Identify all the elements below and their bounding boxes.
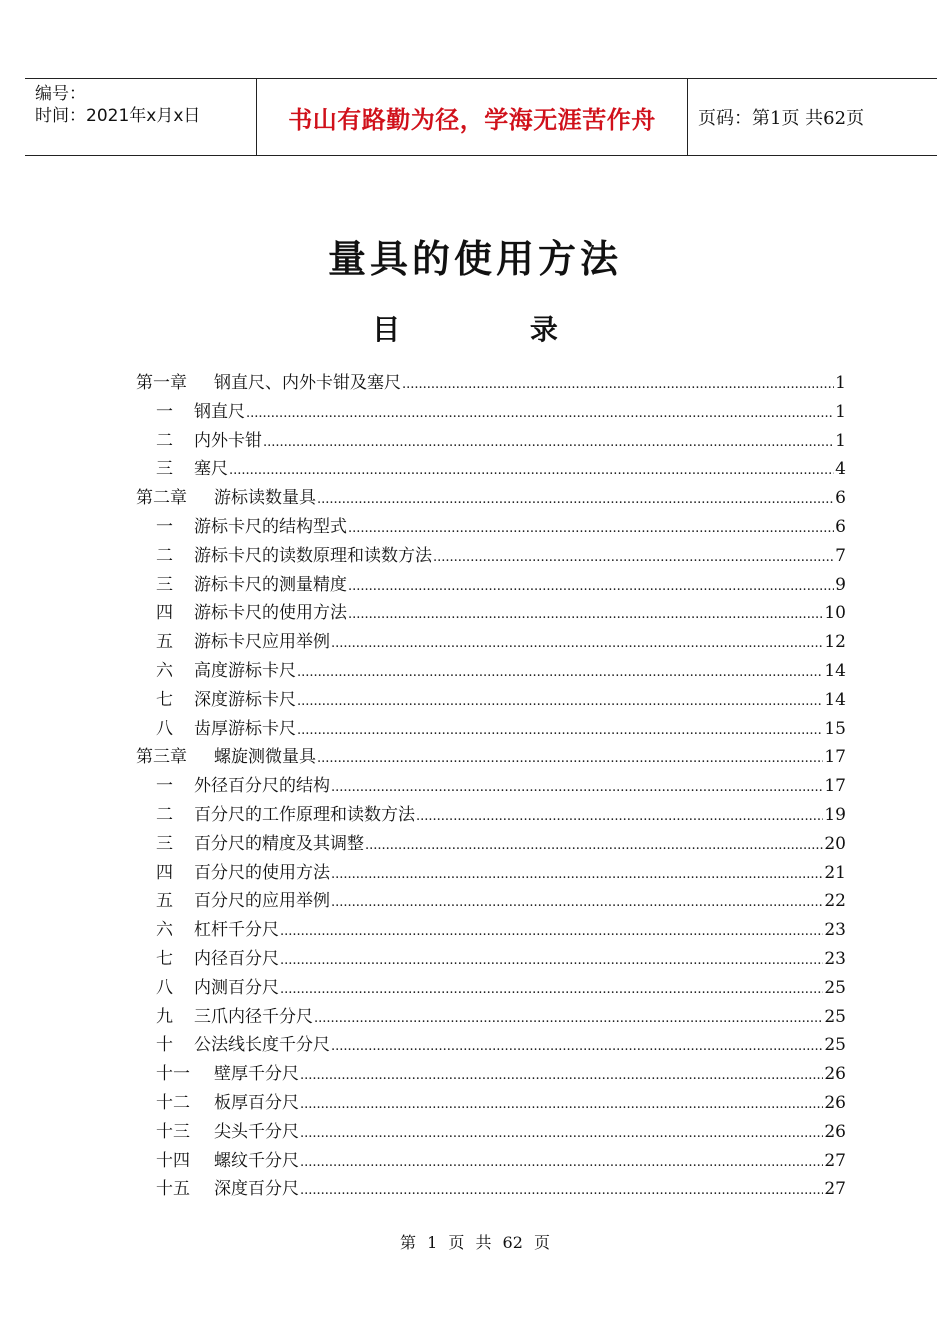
toc-entry[interactable] — [136, 801, 846, 830]
toc-entry-page: 22 — [824, 891, 846, 912]
toc-entry[interactable] — [136, 916, 846, 945]
toc-entry-number: 三 — [156, 833, 173, 854]
toc-entry-number: 五 — [156, 891, 173, 912]
toc-entry-number: 三 — [156, 574, 173, 595]
toc-entry[interactable] — [136, 830, 846, 859]
toc-entry[interactable] — [136, 772, 846, 801]
toc-entry-label: 百分尺的工作原理和读数方法 — [194, 804, 415, 825]
header-meta — [25, 79, 257, 155]
toc-entry-label: 公法线长度千分尺 — [194, 1035, 330, 1056]
toc-entry[interactable] — [136, 369, 846, 398]
toc-entry-number: 第三章 — [136, 747, 187, 768]
toc-leader-dots — [317, 484, 834, 515]
toc-leader-dots — [263, 427, 834, 458]
toc-entry-label: 游标读数量具 — [214, 488, 316, 509]
toc-leader-dots — [331, 859, 823, 890]
toc-entry-page: 1 — [835, 373, 846, 393]
toc-leader-dots — [331, 772, 823, 803]
toc-entry-label: 外径百分尺的结构 — [194, 776, 330, 797]
toc-entry-page: 14 — [824, 660, 846, 681]
motto-text: 书山有路勤为径，学海无涯苦作舟 — [288, 105, 656, 134]
toc-entry-page: 1 — [835, 401, 846, 422]
toc-entry[interactable] — [136, 398, 846, 427]
toc-entry-number: 九 — [156, 1006, 173, 1027]
toc-entry-label: 游标卡尺的测量精度 — [194, 574, 347, 595]
toc-entry-page: 23 — [824, 948, 846, 969]
toc-leader-dots — [297, 715, 823, 746]
toc-entry-page: 25 — [824, 977, 846, 998]
toc-entry-page: 27 — [824, 1150, 846, 1171]
toc-entry-page: 26 — [824, 1092, 846, 1113]
toc-entry-label: 三爪内径千分尺 — [194, 1006, 313, 1027]
toc-leader-dots — [300, 1175, 823, 1206]
toc-entry[interactable] — [136, 945, 846, 974]
toc-leader-dots — [433, 542, 834, 573]
toc-entry-number: 二 — [156, 545, 173, 566]
toc-entry-page: 6 — [835, 516, 846, 537]
toc-entry[interactable] — [136, 1031, 846, 1060]
toc-entry-number: 二 — [156, 804, 173, 825]
toc-entry-number: 三 — [156, 459, 173, 480]
toc-entry-number: 十一 — [156, 1064, 190, 1085]
toc-leader-dots — [246, 398, 834, 429]
toc-leader-dots — [314, 1003, 823, 1034]
toc-entry-label: 深度游标卡尺 — [194, 689, 296, 710]
toc-leader-dots — [416, 801, 823, 832]
toc-entry-label: 深度百分尺 — [214, 1179, 299, 1200]
toc-entry-number: 一 — [156, 401, 173, 422]
toc-leader-dots — [331, 887, 823, 918]
toc-entry-page: 7 — [835, 545, 846, 566]
toc-entry-label: 内测百分尺 — [194, 977, 279, 998]
toc-entry-label: 塞尺 — [194, 459, 228, 480]
toc-entry-number: 六 — [156, 660, 173, 681]
toc-entry-label: 尖头千分尺 — [214, 1121, 299, 1142]
toc-leader-dots — [348, 513, 834, 544]
toc-entry-number: 十四 — [156, 1150, 190, 1171]
toc-entry-number: 五 — [156, 632, 173, 653]
toc-entry[interactable] — [136, 455, 846, 484]
toc-entry[interactable] — [136, 686, 846, 715]
toc-entry[interactable] — [136, 427, 846, 456]
toc-entry-number: 第二章 — [136, 488, 187, 509]
toc-entry-page: 25 — [824, 1035, 846, 1056]
toc-entry-label: 游标卡尺的读数原理和读数方法 — [194, 545, 432, 566]
toc-entry-label: 内外卡钳 — [194, 430, 262, 451]
toc-leader-dots — [297, 686, 823, 717]
table-of-contents — [136, 369, 846, 1204]
toc-entry-page: 23 — [824, 920, 846, 941]
toc-leader-dots — [229, 455, 834, 486]
toc-entry-number: 二 — [156, 430, 173, 451]
toc-entry-label: 内径百分尺 — [194, 948, 279, 969]
toc-entry-page: 17 — [824, 776, 846, 797]
toc-leader-dots — [317, 743, 823, 774]
toc-entry-label: 百分尺的精度及其调整 — [194, 833, 364, 854]
toc-entry-number: 八 — [156, 718, 173, 739]
toc-entry-page: 12 — [824, 632, 846, 653]
toc-leader-dots — [348, 571, 834, 602]
toc-leader-dots — [331, 1031, 823, 1062]
toc-leader-dots — [297, 657, 823, 688]
toc-entry-label: 齿厚游标卡尺 — [194, 718, 296, 739]
toc-entry-page: 21 — [824, 862, 846, 883]
toc-leader-dots — [365, 830, 823, 861]
toc-entry[interactable] — [136, 628, 846, 657]
toc-entry[interactable] — [136, 1175, 846, 1204]
toc-entry-label: 板厚百分尺 — [214, 1092, 299, 1113]
toc-entry-number: 六 — [156, 920, 173, 941]
header-motto-cell — [257, 79, 688, 155]
toc-entry-number: 一 — [156, 516, 173, 537]
toc-entry[interactable] — [136, 657, 846, 686]
header-page-info: 页码：第1页 共62页 — [698, 108, 865, 129]
toc-leader-dots — [300, 1118, 823, 1149]
toc-entry-page: 17 — [824, 747, 846, 768]
toc-entry-label: 螺纹千分尺 — [214, 1150, 299, 1171]
toc-entry-number: 七 — [156, 948, 173, 969]
toc-entry-label: 游标卡尺的结构型式 — [194, 516, 347, 537]
document-title: 量具的使用方法 — [327, 236, 622, 281]
toc-entry[interactable] — [136, 715, 846, 744]
toc-leader-dots — [280, 945, 823, 976]
toc-entry-page: 4 — [835, 459, 846, 480]
toc-entry-number: 四 — [156, 862, 173, 883]
toc-entry-page: 6 — [835, 488, 846, 509]
toc-entry[interactable] — [136, 743, 846, 772]
header-table — [25, 78, 937, 156]
toc-entry-number: 十 — [156, 1035, 173, 1056]
toc-entry-label: 壁厚千分尺 — [214, 1064, 299, 1085]
toc-entry-page: 20 — [824, 833, 846, 854]
toc-entry-label: 高度游标卡尺 — [194, 660, 296, 681]
toc-entry-label: 螺旋测微量具 — [214, 747, 316, 768]
toc-entry[interactable] — [136, 571, 846, 600]
toc-entry[interactable] — [136, 1060, 846, 1089]
toc-entry-label: 游标卡尺应用举例 — [194, 632, 330, 653]
toc-entry-number: 十五 — [156, 1179, 190, 1200]
toc-heading: 目 录 — [372, 313, 618, 346]
toc-entry-page: 27 — [824, 1179, 846, 1200]
page-footer: 第 1 页 共 62 页 — [400, 1233, 550, 1252]
toc-entry-page: 26 — [824, 1064, 846, 1085]
toc-entry-label: 钢直尺 — [194, 401, 245, 422]
toc-leader-dots — [402, 369, 834, 400]
toc-entry-number: 七 — [156, 689, 173, 710]
toc-leader-dots — [280, 974, 823, 1005]
toc-entry-number: 第一章 — [136, 373, 187, 393]
number-label: 编号： — [35, 84, 86, 104]
toc-entry[interactable] — [136, 513, 846, 542]
toc-leader-dots — [331, 628, 823, 659]
toc-entry-label: 杠杆千分尺 — [194, 920, 279, 941]
toc-entry[interactable] — [136, 859, 846, 888]
toc-entry-label: 百分尺的使用方法 — [194, 862, 330, 883]
toc-entry-label: 百分尺的应用举例 — [194, 891, 330, 912]
toc-entry-page: 19 — [824, 804, 846, 825]
toc-entry-page: 25 — [824, 1006, 846, 1027]
toc-entry-label: 钢直尺、内外卡钳及塞尺 — [214, 373, 401, 393]
toc-leader-dots — [300, 1089, 823, 1120]
toc-entry-number: 一 — [156, 776, 173, 797]
toc-entry-page: 1 — [835, 430, 846, 451]
toc-leader-dots — [280, 916, 823, 947]
toc-entry[interactable] — [136, 484, 846, 513]
toc-entry-page: 9 — [835, 574, 846, 595]
toc-entry-page: 14 — [824, 689, 846, 710]
toc-leader-dots — [348, 599, 823, 630]
toc-entry-number: 四 — [156, 603, 173, 624]
toc-entry[interactable] — [136, 974, 846, 1003]
toc-entry-page: 26 — [824, 1121, 846, 1142]
time-label: 时间：2021年x月x日 — [35, 106, 201, 126]
toc-entry-page: 15 — [824, 718, 846, 739]
toc-entry[interactable] — [136, 1089, 846, 1118]
toc-entry-number: 八 — [156, 977, 173, 998]
toc-entry[interactable] — [136, 887, 846, 916]
toc-leader-dots — [300, 1060, 823, 1091]
toc-entry-number: 十三 — [156, 1121, 190, 1142]
toc-entry[interactable] — [136, 1147, 846, 1176]
toc-entry[interactable] — [136, 542, 846, 571]
toc-entry-page: 10 — [824, 603, 846, 624]
toc-entry[interactable] — [136, 1003, 846, 1032]
toc-entry-number: 十二 — [156, 1092, 190, 1113]
toc-entry[interactable] — [136, 1118, 846, 1147]
toc-entry[interactable] — [136, 599, 846, 628]
toc-leader-dots — [300, 1147, 823, 1178]
toc-entry-label: 游标卡尺的使用方法 — [194, 603, 347, 624]
